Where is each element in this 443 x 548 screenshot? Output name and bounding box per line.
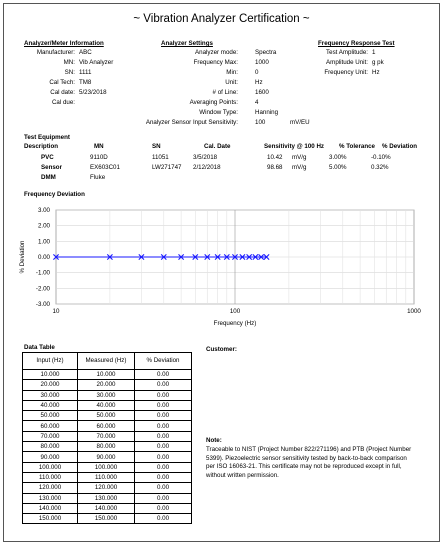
table-row [23,503,192,513]
measured-hz-cell: 80.000 [78,442,135,452]
analyzer-setting-label: Analyzer Sensor Input Sensitivity: [145,119,238,126]
y-tick-label: 0.00 [37,254,50,261]
equipment-col-header: % Tolerance [339,143,375,150]
table-row [23,452,192,462]
x-axis-label: Frequency (Hz) [213,320,257,327]
measured-hz-cell: 10.000 [78,370,135,380]
measured-hz-cell: 130.000 [78,493,135,503]
equipment-sn: LW271747 [152,164,182,171]
input-hz-cell: 10.000 [23,370,78,380]
deviation-cell: 0.00 [135,421,192,431]
y-tick-label: -3.00 [35,301,50,308]
table-row [23,462,192,472]
equipment-col-header: Cal. Date [204,143,231,150]
analyzer-info-value: Vib Analyzer [79,59,114,66]
equipment-tolerance: 5.00% [329,164,347,171]
table-row [23,483,192,493]
equipment-deviation: 0.32% [371,164,389,171]
input-hz-cell: 20.000 [23,380,78,390]
table-row [23,421,192,431]
equipment-sensitivity: 10.42 [267,154,283,161]
note-line: Traceable to NIST (Project Number 822/271196) and PTB (Project Number [206,446,412,453]
freq-response-label: Test Amplitude: [326,49,368,56]
measured-hz-cell: 120.000 [78,483,135,493]
analyzer-info-value: 5/23/2018 [79,89,107,96]
y-tick-label: -1.00 [35,269,50,277]
table-row [23,442,192,452]
measured-hz-cell: 40.000 [78,400,135,410]
analyzer-setting-value: Spectra [255,49,277,56]
analyzer-info-label: Cal due: [51,99,75,106]
measured-hz-cell: 30.000 [78,390,135,400]
input-hz-cell: 100.000 [23,462,78,472]
measured-hz-cell: 150.000 [78,514,135,524]
analyzer-setting-value: 4 [255,99,259,106]
input-hz-cell: 80.000 [23,442,78,452]
certificate-page [3,3,440,542]
deviation-cell: 0.00 [135,380,192,390]
table-row [23,493,192,503]
col-measured-header: Measured (Hz) [78,353,135,370]
deviation-cell: 0.00 [135,442,192,452]
equipment-mn: Fluke [90,174,106,181]
analyzer-setting-label: Unit: [225,79,238,86]
analyzer-info-label: MN: [63,59,75,66]
y-axis-label: % Deviation [19,240,26,274]
equipment-col-header: Description [24,143,59,150]
analyzer-info-label: Cal Tech: [49,79,75,86]
frequency-response-heading: Frequency Response Test [318,40,395,47]
y-tick-label: 3.00 [37,207,50,214]
deviation-cell: 0.00 [135,452,192,462]
customer-label: Customer: [206,346,237,353]
input-hz-cell: 140.000 [23,503,78,513]
analyzer-setting-label: Window Type: [199,109,238,116]
analyzer-info-value: 1111 [79,69,92,76]
deviation-cell: 0.00 [135,514,192,524]
deviation-cell: 0.00 [135,483,192,493]
analyzer-setting-label: Min: [226,69,238,76]
equipment-tolerance: 3.00% [329,154,347,161]
input-hz-cell: 40.000 [23,400,78,410]
deviation-cell: 0.00 [135,370,192,380]
col-deviation-header: % Deviation [135,353,192,370]
input-hz-cell: 130.000 [23,493,78,503]
analyzer-setting-value: 1000 [255,59,269,66]
measured-hz-cell: 20.000 [78,380,135,390]
equipment-col-header: MN [94,143,104,150]
freq-response-label: Amplitude Unit: [326,59,368,66]
input-hz-cell: 30.000 [23,390,78,400]
measured-hz-cell: 90.000 [78,452,135,462]
equipment-mn: EX603C01 [90,164,120,171]
analyzer-setting-label: Frequency Max: [193,59,238,66]
input-hz-cell: 110.000 [23,472,78,482]
equipment-description: DMM [41,174,56,181]
equipment-col-header: SN [152,143,161,150]
analyzer-info-label: Manufacturer: [36,49,75,56]
note-label: Note: [206,437,222,444]
input-hz-cell: 60.000 [23,421,78,431]
deviation-cell: 0.00 [135,411,192,421]
analyzer-info-label: Cal date: [50,89,75,96]
note-line: without written permission. [206,471,279,479]
input-hz-cell: 120.000 [23,483,78,493]
deviation-cell: 0.00 [135,431,192,441]
measured-hz-cell: 110.000 [78,472,135,482]
input-hz-cell: 150.000 [23,514,78,524]
table-row [23,400,192,410]
input-hz-cell: 50.000 [23,411,78,421]
table-row [23,411,192,421]
frequency-deviation-chart [4,199,439,334]
y-tick-label: 1.00 [37,238,50,246]
deviation-cell: 0.00 [135,390,192,400]
equipment-description: Sensor [41,164,62,171]
freq-response-value: 1 [372,49,376,56]
table-row [23,370,192,380]
deviation-cell: 0.00 [135,400,192,410]
equipment-description: PVC [41,154,54,161]
freq-response-value: g pk [372,59,384,66]
analyzer-info-value: TM8 [79,79,92,86]
analyzer-setting-label: Analyzer mode: [195,49,238,56]
table-row [23,431,192,441]
deviation-cell: 0.00 [135,503,192,513]
analyzer-setting-value: 0 [255,69,259,76]
x-tick-label: 1000 [407,308,421,315]
measured-hz-cell: 100.000 [78,462,135,472]
equipment-mn: 9110D [90,154,108,161]
deviation-cell: 0.00 [135,472,192,482]
x-tick-label: 10 [52,308,60,315]
x-tick-label: 100 [229,308,241,315]
table-row [23,514,192,524]
equipment-deviation: -0.10% [371,154,391,161]
deviation-cell: 0.00 [135,493,192,503]
input-hz-cell: 70.000 [23,431,78,441]
y-tick-label: -2.00 [35,285,50,293]
deviation-cell: 0.00 [135,462,192,472]
analyzer-setting-label: # of Line: [212,89,238,96]
measured-hz-cell: 60.000 [78,421,135,431]
freq-response-value: Hz [372,69,380,76]
analyzer-setting-value: 1600 [255,89,269,96]
equipment-col-header: % Deviation [382,143,418,150]
table-row [23,390,192,400]
measured-hz-cell: 140.000 [78,503,135,513]
equipment-col-header: Sensitivity @ 100 Hz [264,143,325,150]
equipment-cal-date: 2/12/2018 [193,164,221,171]
analyzer-info-label: SN: [64,69,75,76]
input-hz-cell: 90.000 [23,452,78,462]
analyzer-info-value: ABC [79,49,92,56]
table-row [23,380,192,390]
analyzer-setting-value: 100 [255,119,266,126]
chart-title: Frequency Deviation [24,191,85,198]
note-line: per ISO 16063-21. This certificate may not be reproduced except in full, [206,463,402,470]
page-title: ~ Vibration Analyzer Certification ~ [133,13,310,25]
col-input-header: Input (Hz) [23,353,78,370]
analyzer-info-heading: Analyzer/Meter Information [24,40,104,47]
data-table [22,352,192,524]
measured-hz-cell: 70.000 [78,431,135,441]
analyzer-setting-value: Hanning [255,109,279,116]
y-tick-label: 2.00 [37,222,50,230]
table-row [23,472,192,482]
analyzer-settings-heading: Analyzer Settings [161,40,213,47]
equipment-sensitivity-unit: mV/g [292,154,307,161]
data-table-heading: Data Table [24,344,55,351]
equipment-sensitivity-unit: mV/g [292,164,307,171]
equipment-sensitivity: 98.68 [267,164,283,171]
measured-hz-cell: 50.000 [78,411,135,421]
test-equipment-heading: Test Equipment [24,134,70,141]
freq-response-label: Frequency Unit: [324,69,368,76]
equipment-sn: 11051 [152,154,169,161]
analyzer-setting-label: Averaging Points: [189,99,238,106]
analyzer-setting-unit: mV/EU [290,119,310,126]
equipment-cal-date: 3/5/2018 [193,154,218,161]
analyzer-setting-value: Hz [255,79,263,86]
note-line: 5399). Piezoelectric sensor sensitivity tested by back-to-back comparison [206,454,407,462]
